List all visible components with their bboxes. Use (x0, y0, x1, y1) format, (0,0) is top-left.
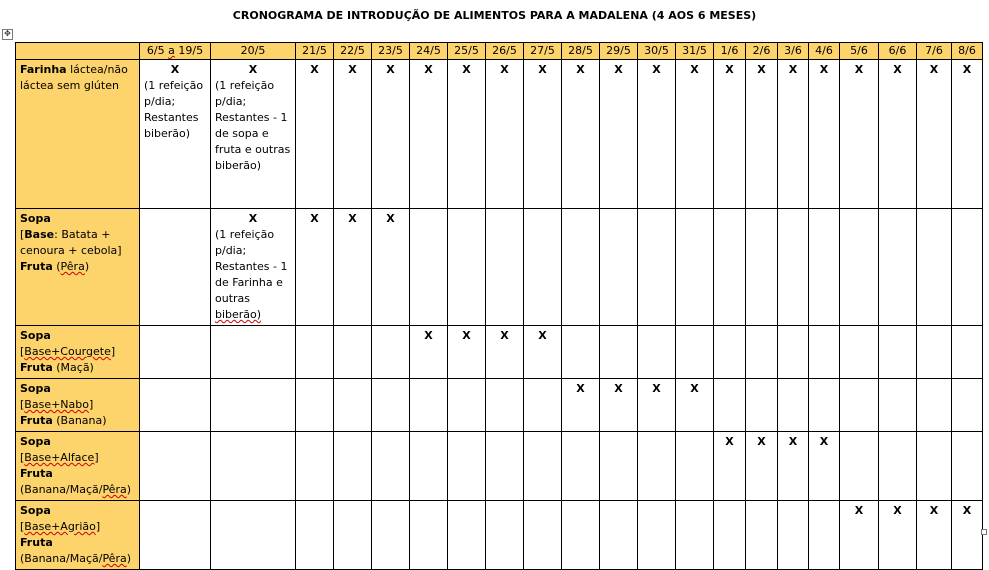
schedule-cell[interactable] (952, 60, 983, 209)
schedule-cell[interactable] (746, 501, 778, 570)
schedule-cell[interactable] (952, 379, 983, 432)
date-header-cell[interactable]: 3/6 (778, 43, 809, 60)
schedule-cell[interactable] (410, 501, 448, 570)
paren: ( (52, 260, 61, 273)
fruit-label: Fruta (20, 536, 53, 549)
schedule-cell[interactable] (372, 209, 410, 326)
x-mark: X (424, 329, 433, 342)
x-mark: X (725, 435, 734, 448)
schedule-cell[interactable] (211, 379, 296, 432)
schedule-cell[interactable] (334, 209, 372, 326)
schedule-cell[interactable] (638, 432, 676, 501)
x-mark: X (576, 382, 585, 395)
schedule-cell[interactable] (676, 432, 714, 501)
paren: ) (126, 552, 132, 565)
date-header-cell[interactable]: 5/6 (840, 43, 879, 60)
schedule-cell[interactable] (524, 379, 562, 432)
schedule-cell[interactable] (448, 379, 486, 432)
schedule-cell[interactable] (140, 501, 211, 570)
x-mark: X (538, 329, 547, 342)
x-mark: X (893, 63, 902, 76)
schedule-cell[interactable] (676, 501, 714, 570)
x-mark: X (962, 504, 972, 517)
schedule-cell[interactable] (334, 501, 372, 570)
schedule-cell[interactable] (372, 432, 410, 501)
x-mark: X (929, 504, 939, 517)
schedule-cell[interactable] (448, 326, 486, 379)
schedule-cell[interactable] (410, 326, 448, 379)
base-ingredients: Base+Nabo (24, 398, 89, 411)
schedule-cell[interactable] (638, 326, 676, 379)
food-label-cell[interactable] (16, 209, 140, 326)
date-header-connector: a (168, 44, 175, 57)
x-mark: X (614, 382, 623, 395)
food-name: Farinha (20, 63, 67, 76)
bracket: [ (20, 228, 25, 241)
bracket: [ (20, 520, 25, 533)
schedule-cell[interactable] (840, 432, 879, 501)
schedule-cell[interactable] (211, 501, 296, 570)
date-header-cell[interactable]: 22/5 (334, 43, 372, 60)
schedule-cell[interactable] (334, 60, 372, 209)
x-mark: X (690, 382, 699, 395)
schedule-cell[interactable] (714, 209, 746, 326)
date-header-text: 19/5 (174, 44, 204, 57)
table-row (16, 209, 983, 326)
x-mark: X (170, 63, 180, 76)
schedule-cell[interactable] (676, 60, 714, 209)
schedule-cell[interactable] (778, 501, 809, 570)
x-mark: X (614, 63, 623, 76)
date-header-cell[interactable]: 25/5 (448, 43, 486, 60)
x-mark: X (348, 212, 357, 225)
date-header-cell[interactable]: 26/5 (486, 43, 524, 60)
schedule-cell[interactable] (638, 209, 676, 326)
schedule-cell[interactable] (809, 209, 840, 326)
date-header-cell[interactable]: 1/6 (714, 43, 746, 60)
x-mark: X (819, 435, 829, 448)
note-line: (1 refeição p/dia; (144, 79, 204, 108)
food-label-cell[interactable] (16, 432, 140, 501)
bracket: ] (95, 520, 101, 533)
fruit-name: Pêra (102, 552, 127, 565)
x-mark: X (652, 63, 661, 76)
schedule-cell[interactable] (746, 209, 778, 326)
schedule-cell[interactable] (917, 432, 952, 501)
x-mark: X (310, 212, 319, 225)
note-line: biberão) (215, 308, 262, 321)
note-line: biberão) (144, 127, 191, 140)
fruit-label: Fruta (20, 467, 53, 480)
schedule-cell[interactable] (746, 326, 778, 379)
schedule-cell[interactable] (524, 209, 562, 326)
date-header-cell[interactable]: 27/5 (524, 43, 562, 60)
fruit-line (20, 413, 135, 429)
food-base (20, 519, 135, 535)
x-mark: X (725, 63, 734, 76)
date-header-cell[interactable]: 28/5 (562, 43, 600, 60)
x-mark: X (854, 63, 864, 76)
x-mark: X (310, 63, 319, 76)
fruit-name: Pêra (60, 260, 85, 273)
food-name: Sopa (20, 329, 51, 342)
x-mark: X (462, 63, 471, 76)
bracket: [ (20, 345, 25, 358)
schedule-cell[interactable] (952, 326, 983, 379)
base-ingredients: Base+Courgete (24, 345, 111, 358)
schedule-cell[interactable] (809, 501, 840, 570)
food-description: láctea/não láctea sem glúten (20, 63, 128, 92)
food-base (20, 450, 135, 466)
schedule-cell[interactable] (676, 379, 714, 432)
fruit-label: Fruta (20, 414, 53, 427)
note-line: Restantes - 1 de sopa e fruta e outras (215, 111, 291, 156)
schedule-cell[interactable] (952, 501, 983, 570)
date-header-cell[interactable]: 31/5 (676, 43, 714, 60)
table-row (16, 432, 983, 501)
x-mark: X (386, 212, 395, 225)
x-mark: X (348, 63, 357, 76)
schedule-cell[interactable] (524, 326, 562, 379)
document-title: CRONOGRAMA DE INTRODUÇÃO DE ALIMENTOS PARA A MADALENA (4 AOS 6 MESES) (232, 9, 757, 22)
food-label-cell[interactable] (16, 60, 140, 209)
schedule-cell[interactable] (486, 209, 524, 326)
date-header-cell[interactable]: 30/5 (638, 43, 676, 60)
schedule-cell[interactable] (211, 326, 296, 379)
schedule-cell[interactable] (140, 209, 211, 326)
schedule-cell[interactable] (840, 326, 879, 379)
schedule-cell[interactable] (600, 379, 638, 432)
x-mark: X (757, 435, 766, 448)
schedule-cell[interactable] (840, 501, 879, 570)
schedule-cell[interactable] (778, 432, 809, 501)
schedule-cell[interactable] (486, 501, 524, 570)
date-header-cell[interactable]: 20/5 (211, 43, 296, 60)
fruit-line (20, 466, 135, 482)
schedule-cell[interactable] (714, 432, 746, 501)
food-label-cell[interactable] (16, 326, 140, 379)
base-label: Base (24, 228, 55, 241)
fruit-line (20, 535, 135, 551)
schedule-cell[interactable] (778, 379, 809, 432)
schedule-cell[interactable] (600, 326, 638, 379)
schedule-cell[interactable] (714, 501, 746, 570)
schedule-cell[interactable] (448, 501, 486, 570)
schedule-cell[interactable] (296, 326, 334, 379)
schedule-cell[interactable] (917, 501, 952, 570)
schedule-cell[interactable] (562, 326, 600, 379)
schedule-cell[interactable] (562, 501, 600, 570)
x-mark: X (757, 63, 766, 76)
table-resize-handle[interactable] (981, 529, 987, 535)
fruit-name: (Banana/Maçã/ (20, 552, 103, 565)
x-mark: X (893, 504, 902, 517)
date-header-cell[interactable]: 6/6 (879, 43, 917, 60)
schedule-cell[interactable] (448, 432, 486, 501)
fruit-options (20, 482, 135, 498)
schedule-cell[interactable] (486, 326, 524, 379)
schedule-cell[interactable] (211, 432, 296, 501)
table-row (16, 501, 983, 570)
date-header-text: 6/5 (146, 44, 169, 57)
food-base (20, 344, 135, 360)
schedule-cell[interactable] (524, 60, 562, 209)
fruit-line (20, 360, 135, 376)
schedule-cell[interactable] (778, 60, 809, 209)
schedule-cell[interactable] (562, 209, 600, 326)
schedule-cell[interactable] (714, 379, 746, 432)
x-mark: X (424, 63, 433, 76)
schedule-cell[interactable] (746, 60, 778, 209)
schedule-cell[interactable] (879, 209, 917, 326)
schedule-cell[interactable] (638, 501, 676, 570)
date-header-cell[interactable] (140, 43, 211, 60)
schedule-cell[interactable] (372, 501, 410, 570)
schedule-cell[interactable] (562, 432, 600, 501)
schedule-cell[interactable] (879, 432, 917, 501)
schedule-cell[interactable] (410, 432, 448, 501)
schedule-cell[interactable] (562, 379, 600, 432)
schedule-cell[interactable] (600, 209, 638, 326)
schedule-cell[interactable] (809, 60, 840, 209)
schedule-cell[interactable] (486, 60, 524, 209)
schedule-cell[interactable] (840, 60, 879, 209)
schedule-cell[interactable] (917, 379, 952, 432)
food-name: Sopa (20, 382, 51, 395)
schedule-cell[interactable] (809, 379, 840, 432)
date-header-cell[interactable]: 7/6 (917, 43, 952, 60)
fruit-options (20, 551, 135, 567)
schedule-cell[interactable] (917, 326, 952, 379)
fruit-line (20, 259, 135, 275)
note-cell[interactable] (211, 60, 296, 209)
date-header-cell[interactable]: 21/5 (296, 43, 334, 60)
food-name: Sopa (20, 212, 51, 225)
schedule-cell[interactable] (917, 209, 952, 326)
date-header-cell[interactable]: 4/6 (809, 43, 840, 60)
header-corner-cell[interactable] (16, 43, 140, 60)
table-row (16, 60, 983, 209)
food-name: Sopa (20, 504, 51, 517)
schedule-table (15, 42, 983, 570)
schedule-cell[interactable] (334, 379, 372, 432)
schedule-cell[interactable] (879, 379, 917, 432)
base-ingredients: : Batata + cenoura + cebola] (20, 228, 122, 257)
food-label-cell[interactable] (16, 379, 140, 432)
schedule-cell[interactable] (879, 501, 917, 570)
paren: ) (126, 483, 132, 496)
schedule-cell[interactable] (372, 326, 410, 379)
x-mark: X (500, 329, 509, 342)
schedule-cell[interactable] (676, 209, 714, 326)
note-line: (1 refeição p/dia; (215, 79, 275, 108)
bracket: [ (20, 451, 25, 464)
x-mark: X (962, 63, 972, 76)
schedule-cell[interactable] (448, 60, 486, 209)
schedule-cell[interactable] (448, 209, 486, 326)
date-header-cell[interactable]: 8/6 (952, 43, 983, 60)
food-base (20, 227, 135, 259)
fruit-name: (Banana) (52, 414, 107, 427)
fruit-name: (Banana/Maçã/ (20, 483, 103, 496)
x-mark: X (500, 63, 509, 76)
food-label-cell[interactable] (16, 501, 140, 570)
schedule-cell[interactable] (778, 326, 809, 379)
table-row (16, 379, 983, 432)
fruit-label: Fruta (20, 260, 53, 273)
schedule-cell[interactable] (746, 379, 778, 432)
schedule-cell[interactable] (372, 60, 410, 209)
note-line: Restantes (144, 111, 199, 124)
schedule-cell[interactable] (952, 209, 983, 326)
schedule-cell[interactable] (334, 326, 372, 379)
schedule-cell[interactable] (296, 60, 334, 209)
x-mark: X (538, 63, 547, 76)
food-base (20, 397, 135, 413)
schedule-cell[interactable] (809, 326, 840, 379)
note-line: Restantes - 1 de Farinha e (215, 260, 288, 289)
table-move-handle-icon[interactable]: ✥ (2, 29, 13, 40)
paren: ) (84, 260, 90, 273)
schedule-cell[interactable] (638, 379, 676, 432)
base-ingredients: Base+Alface (24, 451, 95, 464)
fruit-name: Pêra (102, 483, 127, 496)
schedule-cell[interactable] (372, 379, 410, 432)
date-header-cell[interactable]: 24/5 (410, 43, 448, 60)
x-mark: X (652, 382, 661, 395)
schedule-cell[interactable] (714, 326, 746, 379)
schedule-cell[interactable] (676, 326, 714, 379)
fruit-name: (Maçã) (52, 361, 94, 374)
x-mark: X (929, 63, 939, 76)
x-mark: X (462, 329, 471, 342)
fruit-label: Fruta (20, 361, 53, 374)
note-line: (1 refeição p/dia; (215, 228, 275, 257)
food-name: Sopa (20, 435, 51, 448)
date-header-cell[interactable]: 23/5 (372, 43, 410, 60)
schedule-cell[interactable] (840, 209, 879, 326)
x-mark: X (690, 63, 699, 76)
schedule-cell[interactable] (746, 432, 778, 501)
schedule-cell[interactable] (840, 379, 879, 432)
x-mark: X (576, 63, 585, 76)
x-mark: X (248, 63, 258, 76)
schedule-cell[interactable] (952, 432, 983, 501)
schedule-cell[interactable] (410, 209, 448, 326)
note-line: outras (215, 292, 251, 305)
schedule-cell[interactable] (600, 60, 638, 209)
date-header-cell[interactable]: 2/6 (746, 43, 778, 60)
note-cell[interactable] (140, 60, 211, 209)
bracket: [ (20, 398, 25, 411)
schedule-cell[interactable] (296, 432, 334, 501)
schedule-cell[interactable] (140, 432, 211, 501)
header-row (16, 43, 983, 60)
schedule-cell[interactable] (486, 379, 524, 432)
note-cell[interactable] (211, 209, 296, 326)
schedule-cell[interactable] (524, 501, 562, 570)
schedule-cell[interactable] (410, 60, 448, 209)
date-header-cell[interactable]: 29/5 (600, 43, 638, 60)
table-row (16, 326, 983, 379)
base-ingredients: Base+Agrião (24, 520, 96, 533)
schedule-cell[interactable] (140, 379, 211, 432)
schedule-cell[interactable] (140, 326, 211, 379)
schedule-cell[interactable] (714, 60, 746, 209)
schedule-cell[interactable] (809, 432, 840, 501)
schedule-cell[interactable] (410, 379, 448, 432)
schedule-cell[interactable] (334, 432, 372, 501)
schedule-cell[interactable] (600, 432, 638, 501)
bracket: ] (110, 345, 116, 358)
x-mark: X (819, 63, 829, 76)
bracket: ] (88, 398, 94, 411)
schedule-cell[interactable] (296, 209, 334, 326)
schedule-cell[interactable] (638, 60, 676, 209)
schedule-cell[interactable] (879, 60, 917, 209)
x-mark: X (788, 435, 798, 448)
x-mark: X (788, 63, 798, 76)
schedule-cell[interactable] (296, 379, 334, 432)
schedule-cell[interactable] (524, 432, 562, 501)
schedule-cell[interactable] (296, 501, 334, 570)
bracket: ] (94, 451, 99, 464)
schedule-cell[interactable] (778, 209, 809, 326)
note-line: biberão) (215, 159, 262, 172)
schedule-cell[interactable] (562, 60, 600, 209)
x-mark: X (248, 212, 258, 225)
schedule-cell[interactable] (917, 60, 952, 209)
x-mark: X (854, 504, 864, 517)
schedule-cell[interactable] (879, 326, 917, 379)
x-mark: X (386, 63, 395, 76)
schedule-cell[interactable] (600, 501, 638, 570)
schedule-cell[interactable] (486, 432, 524, 501)
